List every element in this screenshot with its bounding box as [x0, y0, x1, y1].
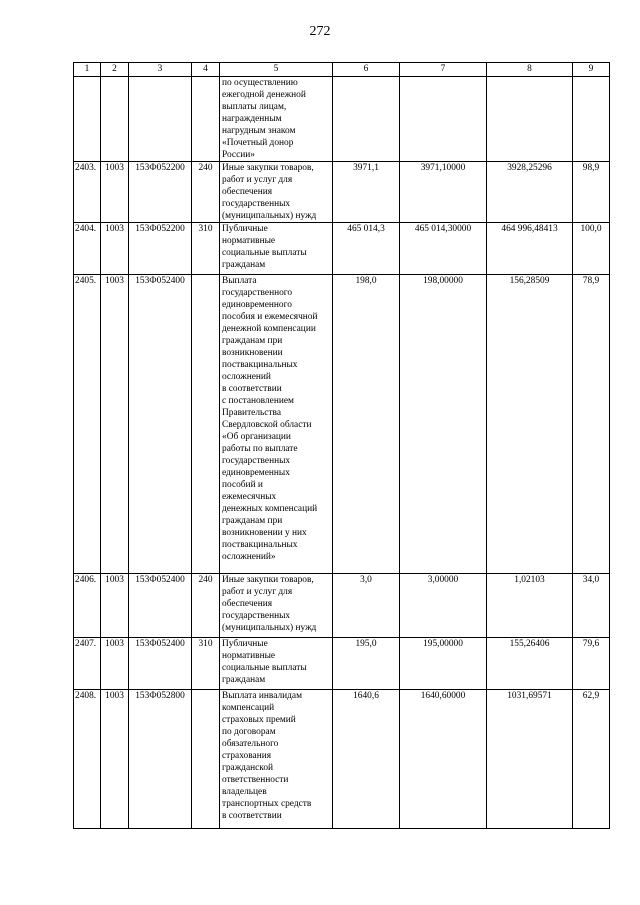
name-line: государственных [222, 611, 291, 621]
row-number-cell: 2407. [74, 638, 101, 690]
name-line: (муниципальных) нужд [222, 623, 317, 633]
name-line: ежемесячных [222, 492, 277, 502]
executed-amount-cell: 1,02103 [487, 574, 573, 638]
name-line: обязательного [222, 739, 279, 749]
percent-cell: 34,0 [573, 574, 610, 638]
percent-cell: 79,6 [573, 638, 610, 690]
name-line: Публичные [222, 639, 268, 649]
name-line: нормативные [222, 236, 276, 246]
executed-amount-cell: 156,28509 [487, 275, 573, 574]
article-code-cell: 153Ф052800 [129, 690, 192, 829]
name-cell [220, 223, 333, 275]
name-line: поствакцинальных [222, 540, 298, 550]
name-line: по договорам [222, 727, 276, 737]
refined-amount-cell: 195,00000 [400, 638, 487, 690]
name-line: «Об организации [222, 432, 291, 442]
executed-amount-cell: 155,26406 [487, 638, 573, 690]
column-header: 8 [487, 63, 573, 77]
section-code-cell [101, 77, 129, 162]
name-line: гражданам при [222, 336, 283, 346]
name-line: работ и услуг для [222, 587, 293, 597]
name-line: по осуществлению [222, 78, 298, 88]
name-cell [220, 574, 333, 638]
planned-amount-cell: 465 014,3 [333, 223, 400, 275]
expense-type-cell: 240 [192, 574, 220, 638]
name-line: в соответствии [222, 384, 282, 394]
refined-amount-cell: 3971,10000 [400, 162, 487, 223]
article-code-cell: 153Ф052400 [129, 638, 192, 690]
section-code-cell: 1003 [101, 690, 129, 829]
expense-type-cell: 310 [192, 638, 220, 690]
name-line: единовременного [222, 300, 292, 310]
name-line: ежегодной денежной [222, 90, 306, 100]
column-header: 6 [333, 63, 400, 77]
name-line: России» [222, 150, 255, 160]
name-line: осложнений [222, 372, 271, 382]
table-row [74, 275, 610, 574]
budget-table [73, 62, 610, 829]
section-code-cell: 1003 [101, 223, 129, 275]
name-line: в соответствии [222, 811, 282, 821]
planned-amount-cell [333, 77, 400, 162]
article-code-cell: 153Ф052200 [129, 223, 192, 275]
header-row [74, 63, 610, 77]
name-cell [220, 638, 333, 690]
row-number-cell: 2408. [74, 690, 101, 829]
table-row [74, 574, 610, 638]
name-line: «Почетный донор [222, 138, 294, 148]
name-line: Правительства [222, 408, 281, 418]
planned-amount-cell: 195,0 [333, 638, 400, 690]
name-line: возникновении у них [222, 528, 307, 538]
name-line: возникновении [222, 348, 283, 358]
name-line: денежной компенсации [222, 324, 316, 334]
executed-amount-cell: 1031,69571 [487, 690, 573, 829]
name-line: работ и услуг для [222, 175, 293, 185]
name-line: гражданской [222, 763, 274, 773]
row-number-cell [74, 77, 101, 162]
name-line: Свердловской области [222, 420, 312, 430]
percent-cell: 98,9 [573, 162, 610, 223]
name-line: гражданам при [222, 516, 283, 526]
name-line: ответственности [222, 775, 289, 785]
name-line: гражданам [222, 675, 266, 685]
percent-cell [573, 77, 610, 162]
refined-amount-cell: 1640,60000 [400, 690, 487, 829]
article-code-cell [129, 77, 192, 162]
row-number-cell: 2406. [74, 574, 101, 638]
name-line: нагрудным знаком [222, 126, 296, 136]
column-header: 2 [101, 63, 129, 77]
name-line: пособий и [222, 480, 263, 490]
name-line: государственных [222, 199, 291, 209]
name-line: социальные выплаты [222, 248, 307, 258]
name-line: транспортных средств [222, 799, 312, 809]
column-header: 3 [129, 63, 192, 77]
column-header: 7 [400, 63, 487, 77]
refined-amount-cell: 3,00000 [400, 574, 487, 638]
refined-amount-cell [400, 77, 487, 162]
expense-type-cell [192, 690, 220, 829]
name-line: Публичные [222, 224, 268, 234]
executed-amount-cell: 464 996,48413 [487, 223, 573, 275]
expense-type-cell: 310 [192, 223, 220, 275]
page-number: 272 [309, 24, 331, 39]
table-row [74, 223, 610, 275]
planned-amount-cell: 1640,6 [333, 690, 400, 829]
refined-amount-cell: 198,00000 [400, 275, 487, 574]
name-line: Выплата [222, 276, 257, 286]
table-row [74, 638, 610, 690]
table-row [74, 690, 610, 829]
name-line: Выплата инвалидам [222, 691, 303, 701]
section-code-cell: 1003 [101, 275, 129, 574]
name-cell [220, 275, 333, 574]
percent-cell: 78,9 [573, 275, 610, 574]
name-line: пособия и ежемесячной [222, 312, 318, 322]
name-line: осложнений» [222, 552, 276, 562]
planned-amount-cell: 3,0 [333, 574, 400, 638]
name-cell [220, 162, 333, 223]
name-line: государственных [222, 456, 291, 466]
planned-amount-cell: 3971,1 [333, 162, 400, 223]
section-code-cell: 1003 [101, 574, 129, 638]
table-row [74, 77, 610, 162]
table-header [74, 63, 610, 77]
column-header: 1 [74, 63, 101, 77]
section-code-cell: 1003 [101, 638, 129, 690]
name-line: компенсаций [222, 703, 275, 713]
name-line: обеспечения [222, 599, 273, 609]
name-line: нормативные [222, 651, 276, 661]
article-code-cell: 153Ф052400 [129, 275, 192, 574]
expense-type-cell [192, 275, 220, 574]
column-header: 4 [192, 63, 220, 77]
name-line: гражданам [222, 260, 266, 270]
percent-cell: 62,9 [573, 690, 610, 829]
executed-amount-cell [487, 77, 573, 162]
executed-amount-cell: 3928,25296 [487, 162, 573, 223]
name-line: Иные закупки товаров, [222, 575, 314, 585]
name-cell [220, 690, 333, 829]
name-line: единовременных [222, 468, 290, 478]
name-line: награжденным [222, 114, 282, 124]
section-code-cell: 1003 [101, 162, 129, 223]
name-line: владельцев [222, 787, 267, 797]
expense-type-cell [192, 77, 220, 162]
name-line: страхования [222, 751, 272, 761]
name-line: работы по выплате [222, 444, 298, 454]
row-number-cell: 2404. [74, 223, 101, 275]
name-line: денежных компенсаций [222, 504, 318, 514]
name-line: с постановлением [222, 396, 294, 406]
name-line: страховых премий [222, 715, 296, 725]
refined-amount-cell: 465 014,30000 [400, 223, 487, 275]
column-header: 9 [573, 63, 610, 77]
name-line: Иные закупки товаров, [222, 163, 314, 173]
expense-type-cell: 240 [192, 162, 220, 223]
name-line: социальные выплаты [222, 663, 307, 673]
name-line: обеспечения [222, 187, 273, 197]
article-code-cell: 153Ф052200 [129, 162, 192, 223]
row-number-cell: 2403. [74, 162, 101, 223]
percent-cell: 100,0 [573, 223, 610, 275]
table-body [74, 77, 610, 829]
name-line: государственного [222, 288, 293, 298]
name-line: поствакцинальных [222, 360, 298, 370]
table-row [74, 162, 610, 223]
name-line: выплаты лицам, [222, 102, 287, 112]
planned-amount-cell: 198,0 [333, 275, 400, 574]
row-number-cell: 2405. [74, 275, 101, 574]
name-line: (муниципальных) нужд [222, 211, 317, 221]
name-cell [220, 77, 333, 162]
article-code-cell: 153Ф052400 [129, 574, 192, 638]
column-header: 5 [220, 63, 333, 77]
